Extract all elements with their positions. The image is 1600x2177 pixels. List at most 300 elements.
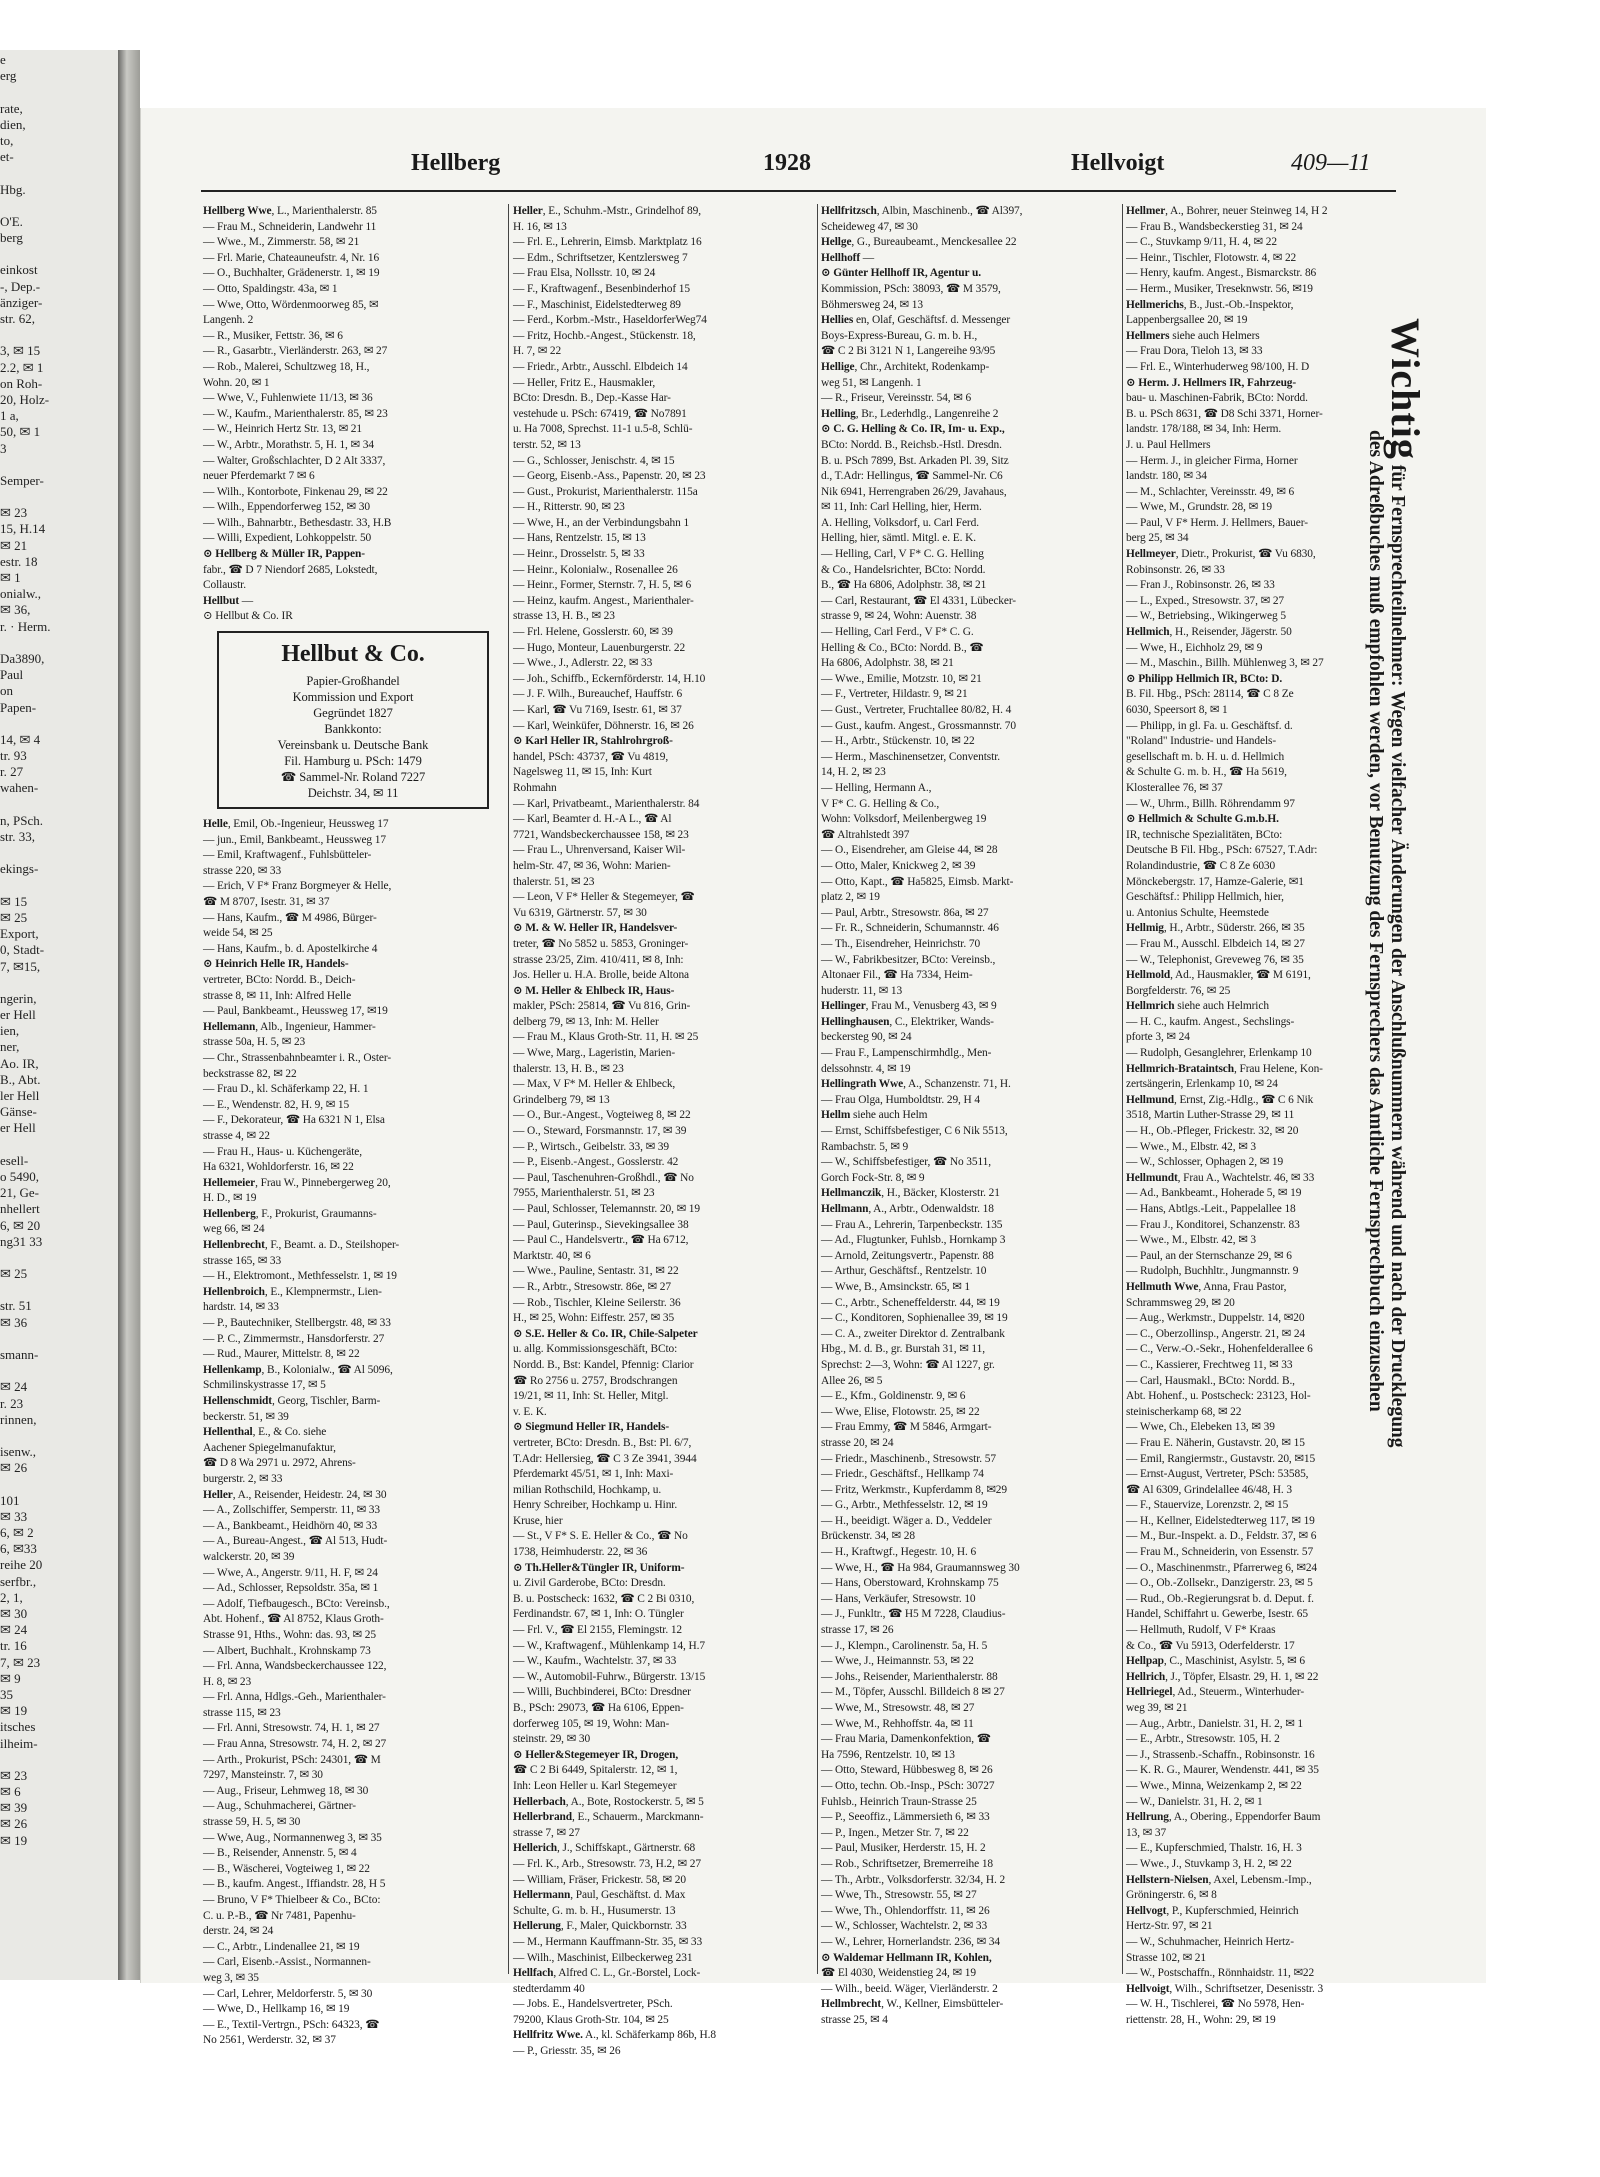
left-page-text-fragment: tr. 16 bbox=[0, 1638, 27, 1654]
directory-entry: — Ad., Bankbeamt., Hoherade 5, ✉ 19 bbox=[1126, 1187, 1302, 1200]
left-page-text-fragment: 50, ✉ 1 bbox=[0, 424, 41, 440]
directory-entry: Hellrung, A., Obering., Eppendorfer Baum bbox=[1126, 1811, 1321, 1824]
directory-entry: "Roland" Industrie- und Handels- bbox=[1126, 735, 1277, 748]
header-page-number: 409—11 bbox=[1291, 150, 1371, 176]
left-page-text-fragment: ✉ 39 bbox=[0, 1800, 28, 1816]
left-page-text-fragment: erg bbox=[0, 68, 17, 84]
directory-entry: Brückenstr. 34, ✉ 28 bbox=[821, 1530, 915, 1543]
directory-entry: — Frl. E., Winterhuderweg 98/100, H. D bbox=[1126, 360, 1310, 373]
book-spine bbox=[118, 50, 140, 1980]
left-page-text-fragment: Paul bbox=[0, 667, 24, 683]
directory-entry: Gorch Fock-Str. 8, ✉ 9 bbox=[821, 1171, 925, 1184]
directory-entry: ⊙ Philipp Hellmich IR, BCto: D. bbox=[1126, 672, 1283, 685]
directory-entry: — Frl. Marie, Chateauneufstr. 4, Nr. 16 bbox=[203, 251, 380, 264]
directory-entry: d., T.Adr: Hellingus, ☎ Sammel-Nr. C6 bbox=[821, 470, 1003, 483]
directory-entry: — C. A., zweiter Direktor d. Zentralbank bbox=[821, 1327, 1005, 1340]
directory-entry: strasse 50a, H. 5, ✉ 23 bbox=[203, 1036, 306, 1049]
directory-entry: Handel, Schiffahrt u. Gewerbe, Isestr. 65 bbox=[1126, 1608, 1308, 1621]
directory-entry: — Arth., Prokurist, PSch: 24301, ☎ M bbox=[203, 1753, 381, 1766]
directory-entry: IR, technische Spezialitäten, BCto: bbox=[1126, 828, 1283, 841]
directory-entry: — F., Maschinist, Eidelstedterweg 89 bbox=[513, 298, 681, 311]
left-page-text-fragment: o 5490, bbox=[0, 1168, 39, 1184]
directory-entry: 79200, Klaus Groth-Str. 104, ✉ 25 bbox=[513, 2013, 669, 2026]
directory-entry: — Frau A., Lehrerin, Tarpenbeckstr. 135 bbox=[821, 1218, 1003, 1231]
directory-entry: — Rudolph, Buchhltr., Jungmannstr. 9 bbox=[1126, 1265, 1299, 1278]
directory-entry: derstr. 24, ✉ 24 bbox=[203, 1925, 274, 1938]
left-page-text-fragment: e bbox=[0, 52, 6, 67]
directory-entry: Heller, A., Reisender, Heidestr. 24, ✉ 30 bbox=[203, 1488, 387, 1501]
directory-entry: — Frau M., Schneiderin, von Essenstr. 57 bbox=[1126, 1546, 1314, 1559]
directory-entry: Hellenschmidt, Georg, Tischler, Barm- bbox=[203, 1395, 381, 1407]
directory-entry: — W., Arbtr., Morathstr. 5, H. 1, ✉ 34 bbox=[203, 438, 374, 451]
directory-entry: — Frau B., Wandsbeckerstieg 31, ✉ 24 bbox=[1126, 220, 1303, 233]
directory-entry: Collaustr. bbox=[203, 579, 246, 592]
directory-entry: — C., Verw.-O.-Sekr., Hohenfelderallee 6 bbox=[1126, 1343, 1313, 1356]
directory-entry: — W., Schiffsbefestiger, ☎ No 3511, bbox=[821, 1156, 991, 1169]
left-page-text-fragment: str. 62, bbox=[0, 311, 36, 326]
directory-entry: — Frau M., Schneiderin, Landwehr 11 bbox=[203, 220, 377, 233]
directory-entry: — W. H., Tischlerei, ☎ No 5978, Hen- bbox=[1126, 1998, 1305, 2011]
directory-entry: — Th., Eisendreher, Heinrichstr. 70 bbox=[821, 937, 981, 950]
left-page-text-fragment: ✉ 36, bbox=[0, 602, 31, 618]
directory-entry: — H., Ob.-Pfleger, Frickestr. 32, ✉ 20 bbox=[1126, 1125, 1299, 1138]
directory-entry: — M., Maschin., Billh. Mühlenweg 3, ✉ 27 bbox=[1126, 657, 1324, 670]
directory-entry: — C., Kassierer, Frechtweg 11, ✉ 33 bbox=[1126, 1358, 1293, 1371]
directory-entry: Ha 7596, Rentzelstr. 10, ✉ 13 bbox=[821, 1748, 955, 1761]
directory-entry: riettenstr. 28, H., Wohn: 29, ✉ 19 bbox=[1126, 2013, 1276, 2026]
directory-entry: — Hans, Oberstoward, Krohnskamp 75 bbox=[821, 1577, 999, 1590]
directory-entry: — O., Ob.-Zollsekr., Danzigerstr. 23, ✉ 5 bbox=[1126, 1577, 1313, 1590]
notice-line-1: für Fernsprechteilnehmer: Wegen vielfacher Änderungen der Anschlußnummern während und nach der Drucklegung bbox=[1387, 464, 1408, 1448]
left-page-text-fragment: r. · Herm. bbox=[0, 618, 51, 634]
directory-entry: — Friedr., Geschäftsf., Hellkamp 74 bbox=[821, 1468, 984, 1481]
directory-entry: — Georg, Eisenb.-Ass., Papenstr. 20, ✉ 23 bbox=[513, 470, 706, 483]
directory-entry: — W., Kaufm., Marienthalerstr. 85, ✉ 23 bbox=[203, 407, 388, 420]
directory-entry: ☎ C 2 Bi 3121 N 1, Langereihe 93/95 bbox=[821, 345, 996, 358]
directory-entry: — Wwe, J., Heimannstr. 53, ✉ 22 bbox=[821, 1655, 974, 1668]
left-page-text-fragment: ler Hell bbox=[0, 1088, 40, 1103]
directory-entry: — Heinr., Kolonialw., Rosenallee 26 bbox=[513, 563, 678, 576]
directory-entry: — Otto, Steward, Hübbesweg 8, ✉ 26 bbox=[821, 1764, 993, 1777]
directory-entry: — Frl. Anna, Wandsbeckerchaussee 122, bbox=[203, 1660, 387, 1673]
directory-entry: — H., Arbtr., Stückenstr. 10, ✉ 22 bbox=[821, 735, 975, 748]
directory-entry: — R., Gasarbtr., Vierländerstr. 263, ✉ 27 bbox=[203, 345, 388, 358]
directory-entry: — Herm. J., in gleicher Firma, Horner bbox=[1126, 454, 1298, 467]
directory-entry: — Wilh., beeid. Wäger, Vierländerstr. 2 bbox=[821, 1982, 998, 1995]
directory-entry: — P., Eisenb.-Angest., Gosslerstr. 42 bbox=[513, 1156, 679, 1169]
directory-entry: Hellmuth Wwe, Anna, Frau Pastor, bbox=[1126, 1280, 1287, 1293]
directory-entry: Schulte, G. m. b. H., Husumerstr. 13 bbox=[513, 1904, 676, 1917]
directory-entry: BCto: Dresdn. B., Dep.-Kasse Har- bbox=[513, 392, 671, 405]
left-page-text-fragment: ✉ 23 bbox=[0, 1767, 28, 1783]
directory-entry: — F., Dekorateur, ☎ Ha 6321 N 1, Elsa bbox=[203, 1114, 385, 1127]
left-page-text-fragment: ekings- bbox=[0, 861, 39, 877]
directory-entry: — Frau M., Klaus Groth-Str. 11, H. ✉ 25 bbox=[513, 1031, 699, 1044]
directory-entry: Rambachstr. 5, ✉ 9 bbox=[821, 1140, 909, 1153]
directory-entry: No 2561, Werderstr. 32, ✉ 37 bbox=[203, 2034, 336, 2047]
directory-entry: — K. R. G., Maurer, Wendenstr. 441, ✉ 35 bbox=[1126, 1764, 1319, 1777]
left-page-text-fragment: nhellert bbox=[0, 1201, 40, 1217]
directory-entry: — Rob., Tischler, Kleine Seilerstr. 36 bbox=[513, 1296, 681, 1309]
directory-entry: — Emil, Rangiermstr., Gustavstr. 20, ✉15 bbox=[1126, 1452, 1316, 1465]
directory-entry: Hellerich, J., Schiffskapt., Gärtnerstr. 68 bbox=[513, 1842, 696, 1855]
directory-entry: B., PSch: 29073, ☎ Ha 6106, Eppen- bbox=[513, 1702, 684, 1714]
directory-entry: — Carl, Hausmakl., BCto: Nordd. B., bbox=[1126, 1374, 1295, 1387]
notice-headline: Wichtig bbox=[1383, 318, 1428, 460]
directory-entry: — Helling, Carl, V F* C. G. Helling bbox=[821, 548, 984, 561]
directory-entry: Hellingrath Wwe, A., Schanzenstr. 71, H. bbox=[821, 1078, 1011, 1091]
directory-entry: — O., Maschinenmstr., Pfarrerweg 6, ✉24 bbox=[1126, 1561, 1318, 1574]
directory-entry: strasse 4, ✉ 22 bbox=[203, 1129, 270, 1142]
directory-entry: Hellinger, Frau M., Venusberg 43, ✉ 9 bbox=[821, 1000, 997, 1013]
directory-entry: — P., Seeoffiz., Lämmersieth 6, ✉ 33 bbox=[821, 1811, 990, 1824]
directory-entry: Schmilinskystrasse 17, ✉ 5 bbox=[203, 1379, 326, 1392]
ad-line: Papier-Großhandel bbox=[306, 674, 400, 689]
directory-entry: beckersteg 90, ✉ 24 bbox=[821, 1031, 912, 1044]
left-page-text-fragment: Ao. IR, bbox=[0, 1055, 39, 1071]
directory-entry: — P. C., Zimmermstr., Hansdorferstr. 27 bbox=[203, 1332, 385, 1345]
directory-entry: Hellvoigt, Wilh., Schriftsetzer, Desenisstr. 3 bbox=[1126, 1982, 1324, 1995]
left-page-text-fragment bbox=[0, 975, 118, 991]
directory-entry: — H., Elektromont., Methfesselstr. 1, ✉ 19 bbox=[203, 1270, 397, 1283]
directory-entry: ⊙ M. Heller & Ehlbeck IR, Haus- bbox=[513, 984, 675, 997]
left-page-text-fragment: B., Abt. bbox=[0, 1071, 41, 1087]
directory-entry: — Walter, Großschlachter, D 2 Alt 3337, bbox=[203, 454, 386, 467]
directory-entry: — Karl, Weinküfer, Döhnerstr. 16, ✉ 26 bbox=[513, 719, 694, 732]
directory-entry: — Frl. Anna, Hdlgs.-Geh., Marienthaler- bbox=[203, 1691, 386, 1704]
directory-entry: — M., Schlachter, Vereinsstr. 49, ✉ 6 bbox=[1126, 485, 1295, 498]
left-page-text-fragment: einkost bbox=[0, 262, 38, 278]
ad-line: ☎ Sammel-Nr. Roland 7227 bbox=[280, 770, 426, 785]
directory-entry: — C., Konditoren, Sophienallee 39, ✉ 19 bbox=[821, 1312, 1008, 1325]
directory-entry: — Wilh., Bahnarbtr., Bethesdastr. 33, H.B bbox=[203, 516, 392, 529]
directory-entry: v. E. K. bbox=[513, 1405, 547, 1418]
directory-entry: — Frl. Anni, Stresowstr. 74, H. 1, ✉ 27 bbox=[203, 1722, 380, 1735]
directory-entry: A. Helling, Volksdorf, u. Carl Ferd. bbox=[821, 516, 979, 529]
directory-entry: zertsängerin, Erlenkamp 10, ✉ 24 bbox=[1126, 1078, 1278, 1091]
directory-entry: — Aug., Werkmstr., Duppelstr. 14, ✉20 bbox=[1126, 1312, 1305, 1325]
directory-entry: — W., Kaufm., Wachtelstr. 37, ✉ 33 bbox=[513, 1655, 677, 1668]
directory-entry: — Wwe, M., Rehhoffstr. 4a, ✉ 11 bbox=[821, 1717, 974, 1730]
directory-entry: Vu 6319, Gärtnerstr. 57, ✉ 30 bbox=[513, 906, 647, 919]
directory-entry: — R., Arbtr., Stresowstr. 86e, ✉ 27 bbox=[513, 1280, 671, 1293]
left-page-text-fragment: ✉ 25 bbox=[0, 1266, 28, 1282]
directory-entry: — E., Kfm., Goldinenstr. 9, ✉ 6 bbox=[821, 1390, 966, 1403]
directory-entry: — Adolf, Tiefbaugesch., BCto: Vereinsb., bbox=[203, 1597, 390, 1610]
directory-entry: — A., Bureau-Angest., ☎ Al 513, Hudt- bbox=[203, 1535, 388, 1548]
directory-entry: — Rud., Maurer, Mittelstr. 8, ✉ 22 bbox=[203, 1348, 360, 1361]
directory-entry: Hellenbrecht, F., Beamt. a. D., Steilshoper- bbox=[203, 1239, 400, 1252]
directory-entry: — Wwe., Pauline, Sentastr. 31, ✉ 22 bbox=[513, 1265, 679, 1278]
left-page-text-fragment: str. 33, bbox=[0, 829, 36, 844]
left-page-text-fragment bbox=[0, 797, 118, 813]
ad-company-name: Hellbut & Co. bbox=[281, 641, 425, 668]
directory-entry: — C., Oberzollinsp., Angerstr. 21, ✉ 24 bbox=[1126, 1327, 1306, 1340]
directory-entry: — H., Kraftwgf., Hegestr. 10, H. 6 bbox=[821, 1546, 977, 1559]
directory-entry: — Wwe., Minna, Weizenkamp 2, ✉ 22 bbox=[1126, 1779, 1302, 1792]
directory-entry: u. allg. Kommissionsgeschäft, BCto: bbox=[513, 1343, 678, 1356]
directory-entry: — Karl, ☎ Vu 7169, Isestr. 61, ✉ 37 bbox=[513, 704, 682, 716]
directory-entry: Hellfritz Wwe. A., kl. Schäferkamp 86b, H.8 bbox=[513, 2029, 717, 2042]
directory-entry: — Ferd., Korbm.-Mstr., HaseldorferWeg74 bbox=[513, 314, 707, 327]
directory-entry: Ferdinandstr. 67, ✉ 1, Inh: O. Tüngler bbox=[513, 1608, 684, 1621]
directory-entry: — Ernst, Schiffsbefestiger, C 6 Nik 5513, bbox=[821, 1125, 1008, 1138]
directory-entry: Hellrich, J., Töpfer, Elsastr. 29, H. 1, ✉ 22 bbox=[1126, 1670, 1319, 1683]
column-divider bbox=[508, 204, 509, 1974]
directory-entry: — Heinr., Tischler, Flotowstr. 4, ✉ 22 bbox=[1126, 251, 1297, 264]
ad-line: Vereinsbank u. Deutsche Bank bbox=[277, 738, 429, 753]
directory-entry: Hellpap, C., Maschinist, Asylstr. 5, ✉ 6 bbox=[1126, 1655, 1305, 1668]
directory-entry: — William, Fräser, Frickestr. 58, ✉ 20 bbox=[513, 1873, 686, 1886]
directory-entry: Henry Schreiber, Hochkamp u. Hinr. bbox=[513, 1499, 678, 1512]
directory-entry: Hellge, G., Bureaubeamt., Menckesallee 22 bbox=[821, 236, 1017, 249]
directory-entry: steinstr. 29, ✉ 30 bbox=[513, 1733, 591, 1746]
directory-entry: ⊙ C. G. Helling & Co. IR, Im- u. Exp., bbox=[821, 423, 1005, 436]
left-page-text-fragment: Gänse- bbox=[0, 1104, 37, 1120]
left-page-text-fragment bbox=[0, 198, 118, 214]
directory-entry: — Frau E. Näherin, Gustavstr. 20, ✉ 15 bbox=[1126, 1436, 1305, 1449]
directory-entry: Hellige, Chr., Architekt, Rodenkamp- bbox=[821, 360, 990, 373]
directory-entry: ⊙ Hellmich & Schulte G.m.b.H. bbox=[1126, 813, 1279, 826]
directory-entry: — Frau Emmy, ☎ M 5846, Armgart- bbox=[821, 1421, 992, 1434]
directory-entry: strasse 8, ✉ 11, Inh: Alfred Helle bbox=[203, 989, 352, 1002]
directory-entry: — Wwe, V., Fuhlenwiete 11/13, ✉ 36 bbox=[203, 392, 373, 405]
left-page-text-fragment: esell- bbox=[0, 1152, 29, 1168]
left-page-text-fragment: ngerin, bbox=[0, 990, 37, 1006]
directory-entry: Hellinghausen, C., Elektriker, Wands- bbox=[821, 1015, 994, 1028]
left-page-text-fragment: wahen- bbox=[0, 780, 39, 796]
directory-entry: platz 2, ✉ 19 bbox=[821, 891, 880, 904]
directory-entry: Hellenbroich, E., Klempnermstr., Lien- bbox=[203, 1285, 382, 1298]
directory-entry: gesellschaft m. b. H. u. d. Hellmich bbox=[1126, 750, 1285, 763]
directory-entry: beckstrasse 82, ✉ 22 bbox=[203, 1067, 297, 1080]
directory-entry: H. 16, ✉ 13 bbox=[513, 220, 567, 233]
directory-entry: Langenh. 2 bbox=[203, 314, 254, 327]
directory-entry: — W., Kraftwagenf., Mühlenkamp 14, H.7 bbox=[513, 1639, 706, 1652]
left-page-text-fragment bbox=[0, 327, 118, 343]
directory-entry: — Friedr., Arbtr., Ausschl. Elbdeich 14 bbox=[513, 360, 688, 373]
directory-entry: — Albert, Buchhalt., Krohnskamp 73 bbox=[203, 1644, 371, 1657]
telephone-notice bbox=[1365, 318, 1439, 1858]
header-rule bbox=[201, 190, 1396, 192]
left-page-text-fragment: dien, bbox=[0, 116, 26, 132]
directory-entry: — Rudolph, Gesanglehrer, Erlenkamp 10 bbox=[1126, 1047, 1312, 1060]
directory-entry: — Ad., Schlosser, Repsoldstr. 35a, ✉ 1 bbox=[203, 1582, 379, 1595]
directory-entry: — H., Ritterstr. 90, ✉ 23 bbox=[513, 501, 625, 514]
directory-entry: — Otto, Maler, Knickweg 2, ✉ 39 bbox=[821, 859, 976, 872]
directory-entry: — Heller, Fritz E., Hausmakler, bbox=[513, 376, 656, 389]
directory-entry: Hellmich, H., Reisender, Jägerstr. 50 bbox=[1126, 626, 1292, 639]
column-1 bbox=[203, 204, 503, 2047]
left-page-text-fragment: ✉ 24 bbox=[0, 1622, 28, 1638]
directory-entry: strasse 9, ✉ 24, Wohn: Auenstr. 38 bbox=[821, 610, 977, 623]
directory-entry: — Frau D., kl. Schäferkamp 22, H. 1 bbox=[203, 1083, 369, 1096]
left-page-text-fragment: Da3890, bbox=[0, 650, 45, 666]
directory-entry: Hellemeier, Frau W., Pinnebergerweg 20, bbox=[203, 1176, 391, 1189]
directory-entry: 3518, Martin Luther-Strasse 29, ✉ 11 bbox=[1126, 1109, 1295, 1122]
directory-entry: — Wwe, A., Angerstr. 9/11, H. F, ✉ 24 bbox=[203, 1566, 378, 1579]
directory-entry: Lappenbergsallee 20, ✉ 19 bbox=[1126, 314, 1248, 327]
directory-entry: B. u. PSch 8631, ☎ D8 Schi 3371, Horner- bbox=[1126, 407, 1323, 420]
directory-entry: dorferweg 105, ✉ 19, Wohn: Man- bbox=[513, 1717, 670, 1730]
directory-entry: Abt. Hohenf., ☎ Al 8752, Klaus Groth- bbox=[203, 1613, 384, 1626]
directory-entry: Altonaer Fil., ☎ Ha 7334, Heim- bbox=[821, 969, 973, 982]
left-page-text-fragment bbox=[0, 1137, 118, 1153]
left-page-text-fragment: ✉ 33 bbox=[0, 1508, 28, 1524]
directory-entry: ⊙ Heller&Stegemeyer IR, Drogen, bbox=[513, 1748, 679, 1761]
directory-entry: landstr. 178/188, ✉ 34, Inh: Herm. bbox=[1126, 423, 1282, 436]
left-page-text-fragment: n, PSch. bbox=[0, 812, 43, 828]
directory-entry: Hellmrich-Brataintsch, Frau Helene, Kon- bbox=[1126, 1062, 1323, 1075]
left-page-text-fragment: 101 bbox=[0, 1492, 20, 1508]
directory-entry: landstr. 180, ✉ 34 bbox=[1126, 470, 1207, 483]
directory-entry: ⊙ S.E. Heller & Co. IR, Chile-Salpeter bbox=[513, 1327, 698, 1340]
directory-entry: — Wilh., Maschinist, Eilbeckerweg 231 bbox=[513, 1951, 693, 1964]
directory-entry: strasse 7, ✉ 27 bbox=[513, 1826, 580, 1839]
directory-entry: weg 66, ✉ 24 bbox=[203, 1223, 265, 1236]
directory-entry: — Otto, Spaldingstr. 43a, ✉ 1 bbox=[203, 282, 338, 295]
directory-entry: Hellberg Wwe, L., Marienthalerstr. 85 bbox=[203, 205, 377, 217]
directory-entry: Hellmer, A., Bohrer, neuer Steinweg 14, H 2 bbox=[1126, 205, 1328, 217]
left-page-text-fragment: ner, bbox=[0, 1039, 20, 1055]
directory-entry: walckerstr. 20, ✉ 39 bbox=[203, 1550, 295, 1563]
directory-entry: Hellfach, Alfred C. L., Gr.-Borstel, Lock- bbox=[513, 1967, 701, 1980]
directory-entry: Hellmerichs, B., Just.-Ob.-Inspektor, bbox=[1126, 298, 1294, 311]
directory-entry: 7721, Wandsbeckerchaussee 158, ✉ 23 bbox=[513, 828, 689, 841]
left-page-text-fragment: isenw., bbox=[0, 1444, 36, 1460]
directory-entry: vestehude u. PSch: 67419, ☎ No7891 bbox=[513, 407, 687, 420]
directory-entry: — Fran J., Robinsonstr. 26, ✉ 33 bbox=[1126, 579, 1275, 592]
directory-entry: — Carl, Eisenb.-Assist., Normannen- bbox=[203, 1956, 371, 1969]
directory-entry: 6030, Speersort 8, ✉ 1 bbox=[1126, 704, 1228, 716]
directory-entry: Inh: Leon Heller u. Karl Stegemeyer bbox=[513, 1779, 677, 1792]
directory-entry: — W., Automobil-Fuhrw., Bürgerstr. 13/15 bbox=[513, 1670, 706, 1683]
directory-entry: burgerstr. 2, ✉ 33 bbox=[203, 1472, 283, 1485]
left-page-text-fragment: et- bbox=[0, 149, 14, 165]
directory-entry: Hertz-Str. 97, ✉ 21 bbox=[1126, 1920, 1213, 1933]
left-page-text-fragment: berg bbox=[0, 230, 23, 246]
directory-page bbox=[140, 108, 1486, 2058]
directory-entry: 1738, Heimhuderstr. 22, ✉ 36 bbox=[513, 1546, 648, 1559]
directory-entry: — C., Arbtr., Scheneffelderstr. 44, ✉ 19 bbox=[821, 1296, 1000, 1309]
directory-entry: — C., Stuvkamp 9/11, H. 4, ✉ 22 bbox=[1126, 236, 1277, 249]
directory-entry: Pferdemarkt 45/51, ✉ 1, Inh: Maxi- bbox=[513, 1468, 674, 1481]
left-page-text-fragment: 3 bbox=[0, 440, 7, 456]
directory-entry: Abt. Hohenf., u. Postscheck: 23123, Hol- bbox=[1126, 1390, 1311, 1403]
header-last-name: Hellvoigt bbox=[1071, 150, 1165, 176]
directory-entry: — Gust., kaufm. Angest., Grossmannstr. 70 bbox=[821, 719, 1016, 732]
directory-entry: — M., Töpfer, Ausschl. Billdeich 8 ✉ 27 bbox=[821, 1686, 1005, 1699]
directory-entry: — Henry, kaufm. Angest., Bismarckstr. 86 bbox=[1126, 267, 1317, 280]
directory-entry: thalerstr. 51, ✉ 23 bbox=[513, 875, 595, 888]
directory-entry: Gröningerstr. 6, ✉ 8 bbox=[1126, 1889, 1217, 1902]
directory-entry: — Hellmuth, Rudolf, V F* Kraas bbox=[1126, 1624, 1276, 1637]
directory-entry: weg 51, ✉ Langenh. 1 bbox=[821, 376, 922, 389]
directory-entry: ☎ C 2 Bi 6449, Spitalerstr. 12, ✉ 1, bbox=[513, 1764, 678, 1777]
directory-entry: Hellmund, Ernst, Zig.-Hdlg., ☎ C 6 Nik bbox=[1126, 1093, 1314, 1106]
ad-line: Deichstr. 34, ✉ 11 bbox=[307, 786, 399, 801]
left-page-text-fragment bbox=[0, 1477, 118, 1493]
directory-entry: Hellmeyer, Dietr., Prokurist, ☎ Vu 6830, bbox=[1126, 548, 1316, 561]
directory-entry: handel, PSch: 43737, ☎ Vu 4819, bbox=[513, 750, 669, 763]
directory-entry: — G., Schlosser, Jenischstr. 4, ✉ 15 bbox=[513, 454, 675, 467]
directory-entry: — Frau L., Uhrenversand, Kaiser Wil- bbox=[513, 844, 686, 857]
directory-entry: — Arthur, Geschäftsf., Rentzelstr. 10 bbox=[821, 1265, 987, 1278]
directory-entry: strasse 13, H. B., ✉ 23 bbox=[513, 610, 615, 623]
directory-entry: — Aug., Schuhmacherei, Gärtner- bbox=[203, 1800, 356, 1813]
directory-entry: thalerstr. 13, H. B., ✉ 23 bbox=[513, 1062, 624, 1075]
left-page-text-fragment: serfbr., bbox=[0, 1573, 37, 1589]
directory-entry: — Emil, Kraftwagenf., Fuhlsbütteler- bbox=[203, 849, 372, 862]
directory-entry: — F., Kraftwagenf., Besenbinderhof 15 bbox=[513, 282, 690, 295]
directory-entry: fabr., ☎ D 7 Niendorf 2685, Lokstedt, bbox=[203, 563, 378, 576]
directory-entry: B. u. PSch 7899, Bst. Arkaden Pl. 39, Sitz bbox=[821, 454, 1009, 467]
directory-entry: — Heinr., Drosselstr. 5, ✉ 33 bbox=[513, 548, 645, 561]
left-page-text-fragment bbox=[0, 1331, 118, 1347]
directory-entry: — Paul, Schlosser, Telemannstr. 20, ✉ 19 bbox=[513, 1203, 700, 1215]
directory-entry: vertreter, BCto: Dresdn. B., Bst: Pl. 6/7, bbox=[513, 1436, 692, 1449]
left-page-text-fragment: 1 a, bbox=[0, 408, 19, 424]
directory-entry: Kruse, hier bbox=[513, 1514, 563, 1527]
directory-entry: — O., Steward, Forsmannstr. 17, ✉ 39 bbox=[513, 1125, 687, 1138]
directory-entry: — W., Schlosser, Ophagen 2, ✉ 19 bbox=[1126, 1156, 1284, 1169]
directory-entry: — Aug., Arbtr., Danielstr. 31, H. 2, ✉ 1 bbox=[1126, 1717, 1304, 1730]
directory-entry: — Frau H., Haus- u. Küchengeräte, bbox=[203, 1145, 362, 1158]
left-page-text-fragment: ✉ 25 bbox=[0, 909, 28, 925]
left-page-text-fragment: 7, ✉ 23 bbox=[0, 1654, 41, 1670]
directory-entry: H., ✉ 25, Wohn: Eiffestr. 257, ✉ 35 bbox=[513, 1312, 675, 1325]
left-page-text-fragment: 2.2, ✉ 1 bbox=[0, 359, 44, 375]
directory-entry: Aachener Spiegelmanufaktur, bbox=[203, 1441, 336, 1454]
left-page-text-fragment bbox=[0, 1250, 118, 1266]
directory-entry: bau- u. Maschinen-Fabrik, BCto: Nordd. bbox=[1126, 392, 1308, 405]
directory-entry: — H., Kellner, Eidelstedterweg 117, ✉ 19 bbox=[1126, 1514, 1315, 1527]
directory-entry: — Willi, Expedient, Lohkoppelstr. 50 bbox=[203, 532, 372, 545]
directory-entry: Hellmann, A., Arbtr., Odenwaldstr. 18 bbox=[821, 1203, 994, 1215]
directory-entry: ☎ Ro 2756 u. 2757, Brodschrangen bbox=[513, 1374, 678, 1387]
left-page-text-fragment: reihe 20 bbox=[0, 1557, 43, 1573]
directory-entry: — Frau Dora, Tieloh 13, ✉ 33 bbox=[1126, 345, 1263, 358]
left-page-text-fragment: O'E. bbox=[0, 213, 23, 229]
left-page-text-fragment: on Roh- bbox=[0, 375, 43, 391]
directory-entry: Nagelsweg 11, ✉ 15, Inh: Kurt bbox=[513, 766, 652, 779]
directory-entry: — Frl. Helene, Gosslerstr. 60, ✉ 39 bbox=[513, 626, 673, 639]
directory-entry: beckerstr. 51, ✉ 39 bbox=[203, 1410, 289, 1423]
directory-entry: — P., Griesstr. 35, ✉ 26 bbox=[513, 2045, 621, 2058]
directory-entry: — Hugo, Monteur, Lauenburgerstr. 22 bbox=[513, 641, 686, 654]
left-page-text-fragment: ✉ 6 bbox=[0, 1784, 21, 1800]
directory-entry: strasse 25, ✉ 4 bbox=[821, 2013, 888, 2026]
directory-entry: — Frau Elsa, Nollsstr. 10, ✉ 24 bbox=[513, 267, 656, 280]
directory-entry: — B., kaufm. Angest., Iffiandstr. 28, H 5 bbox=[203, 1878, 386, 1891]
directory-entry: — Wwe., M., Zimmerstr. 58, ✉ 21 bbox=[203, 236, 360, 249]
directory-entry: — Wwe, Otto, Wördenmoorweg 85, ✉ bbox=[203, 298, 379, 311]
left-page-text-fragment: er Hell bbox=[0, 1007, 36, 1023]
directory-entry: huderstr. 11, ✉ 13 bbox=[821, 984, 903, 997]
directory-entry: & Co., Handelsrichter, BCto: Nordd. bbox=[821, 563, 986, 576]
directory-entry: 7955, Marienthalerstr. 51, ✉ 23 bbox=[513, 1187, 655, 1200]
directory-entry: — W., Schuhmacher, Heinrich Hertz- bbox=[1126, 1935, 1294, 1948]
directory-entry: — Gust., Prokurist, Marienthalerstr. 115a bbox=[513, 485, 698, 498]
directory-entry: strasse 17, ✉ 26 bbox=[821, 1624, 894, 1637]
directory-entry: u. Zivil Garderobe, BCto: Dresdn. bbox=[513, 1577, 666, 1590]
directory-entry: ⊙ Th.Heller&Tüngler IR, Uniform- bbox=[513, 1561, 685, 1574]
directory-entry: — E., Arbtr., Stresowstr. 105, H. 2 bbox=[1126, 1733, 1280, 1746]
directory-entry: — Paul, Guterinsp., Sievekingsallee 38 bbox=[513, 1218, 689, 1231]
directory-entry: — Wilh., Kontorbote, Finkenau 29, ✉ 22 bbox=[203, 485, 388, 498]
directory-entry: — Hans, Verkäufer, Stresowstr. 10 bbox=[821, 1592, 976, 1605]
directory-entry: — Wwe, D., Hellkamp 16, ✉ 19 bbox=[203, 2003, 350, 2016]
